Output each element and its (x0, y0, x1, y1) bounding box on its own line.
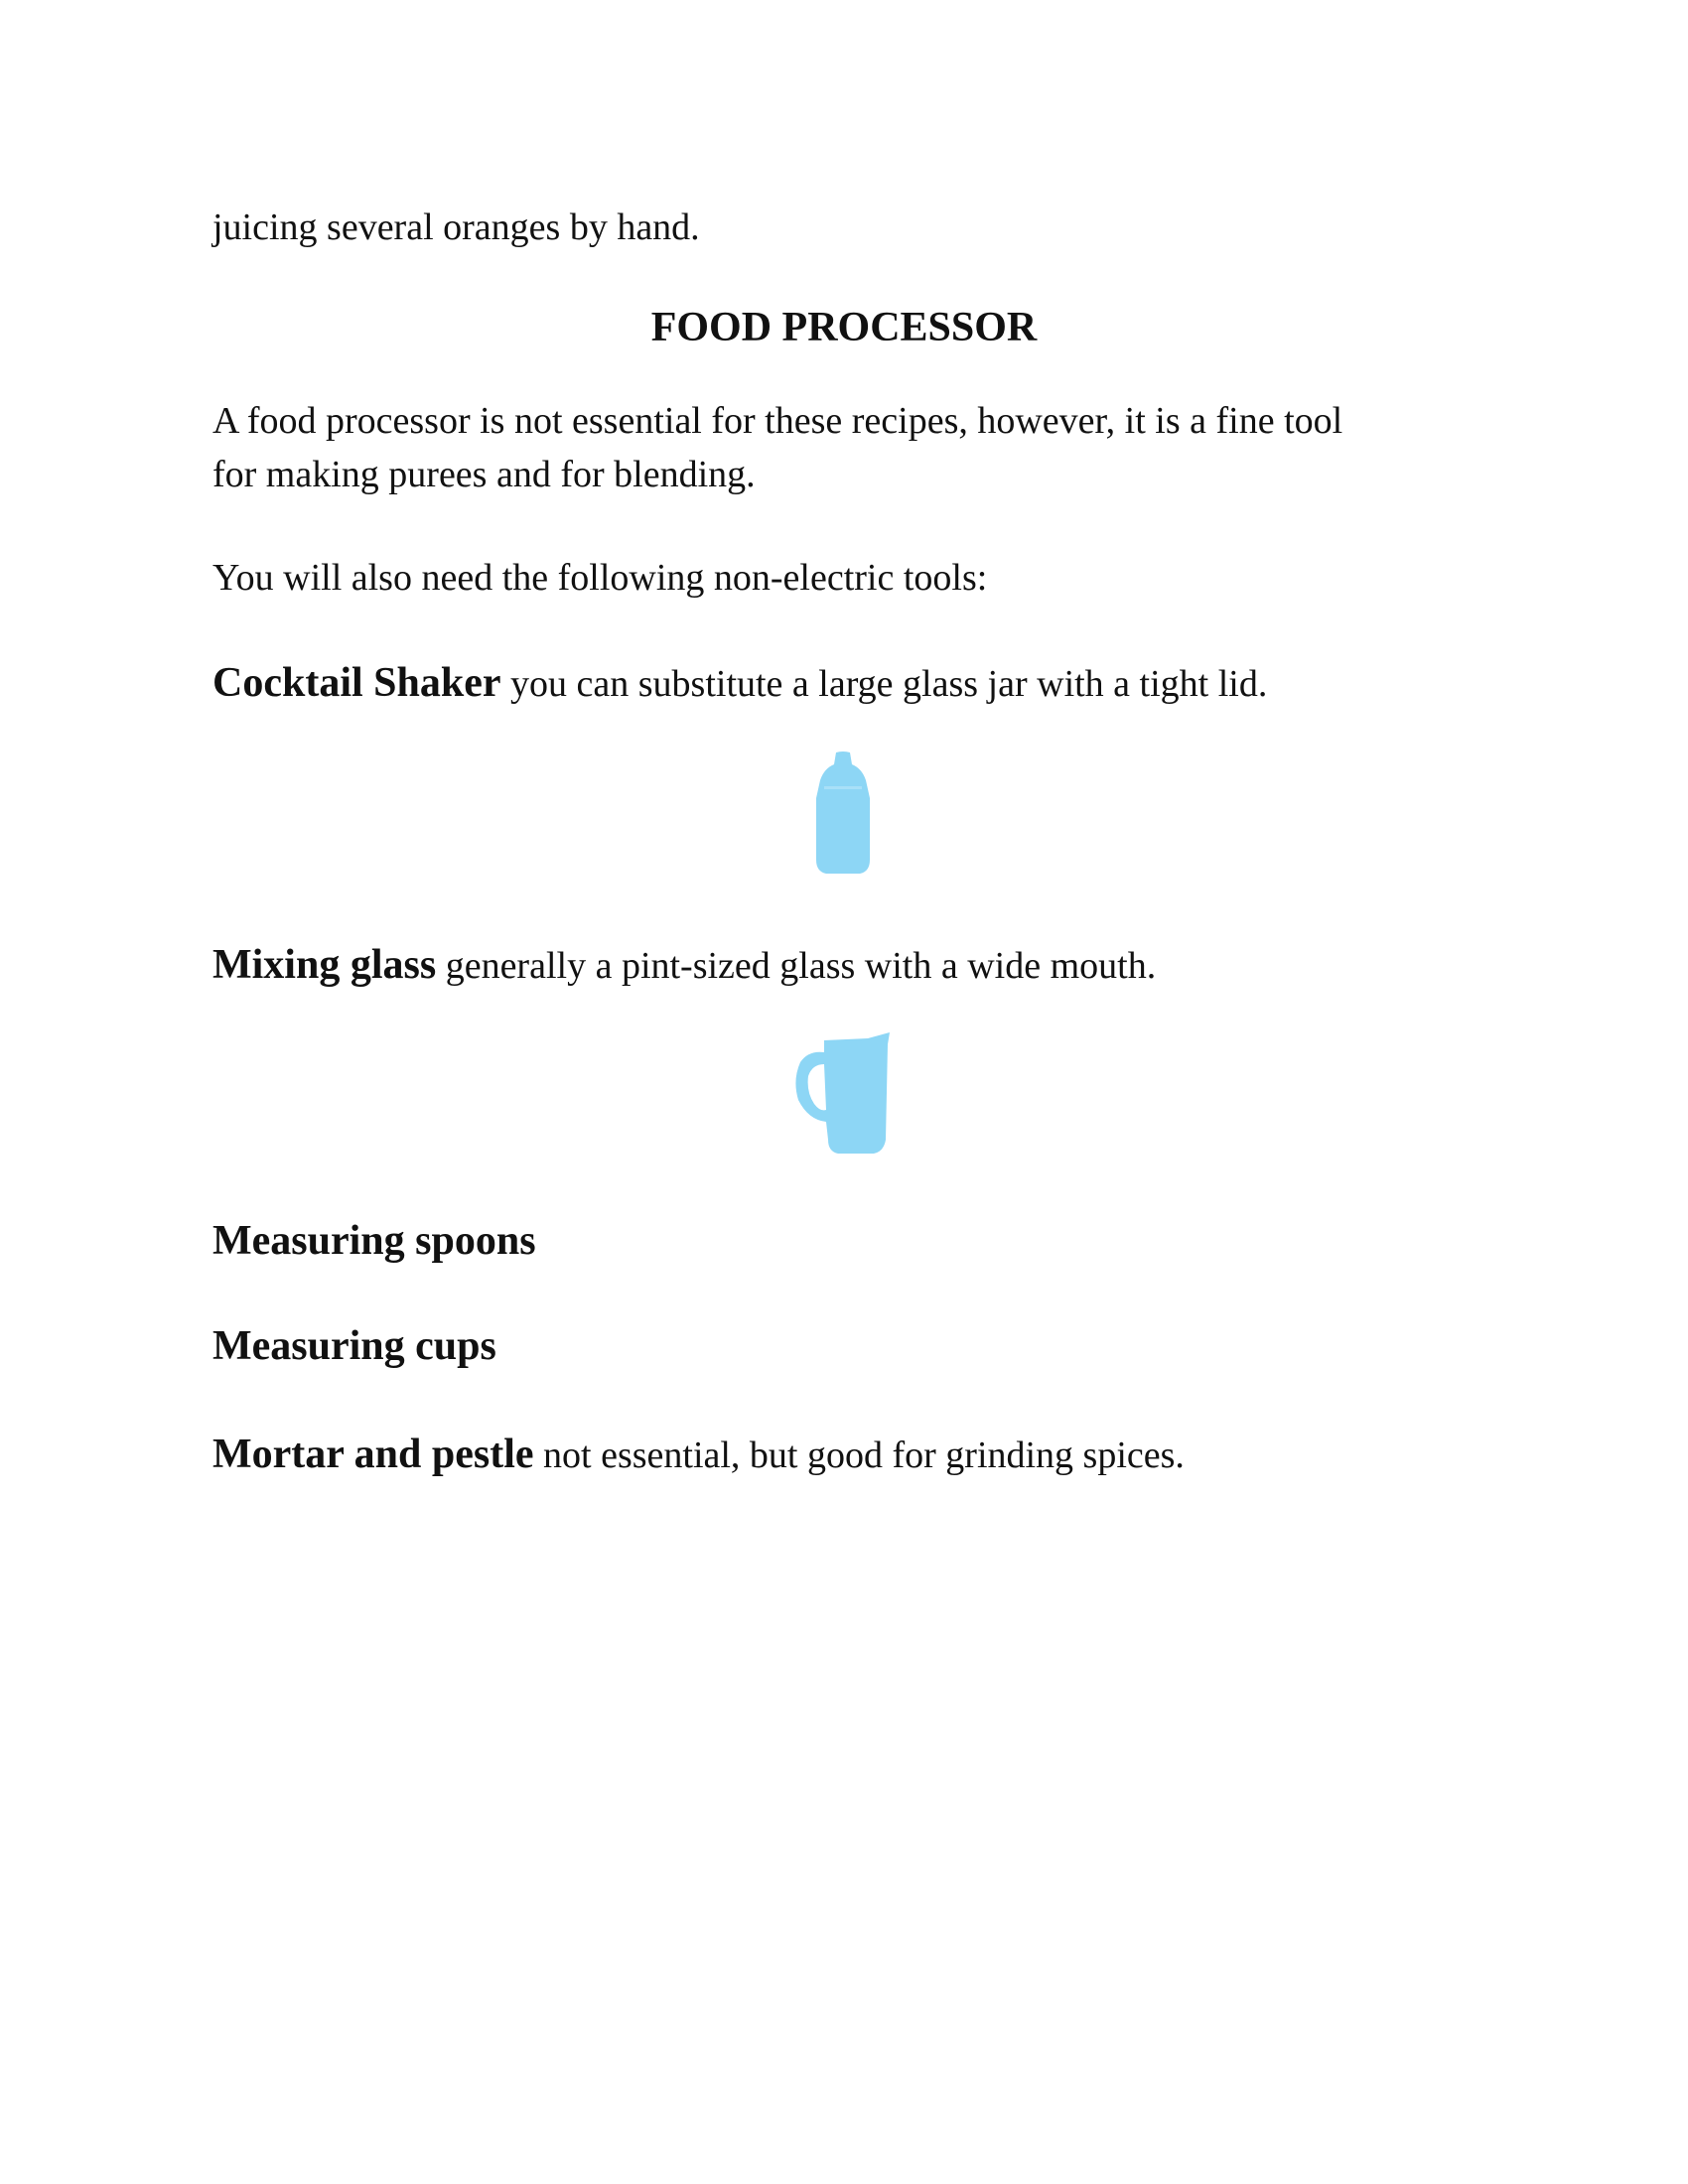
tool-desc: not essential, but good for grinding spices. (533, 1434, 1185, 1476)
intro-line: juicing several oranges by hand. (212, 206, 700, 248)
cocktail-shaker-icon (810, 751, 876, 876)
mixing-glass-pitcher-icon (790, 1030, 896, 1156)
food-processor-text-line1: A food processor is not essential for these recipes, however, it is a fine tool (212, 400, 1343, 442)
tool-term: Measuring spoons (212, 1218, 536, 1264)
section-heading: FOOD PROCESSOR (650, 305, 1038, 350)
tool-item-mixing-glass (212, 938, 1156, 993)
tool-item-measuring-spoons (212, 1214, 536, 1269)
tool-term: Cocktail Shaker (212, 660, 501, 706)
tool-item-mortar-and-pestle (212, 1428, 1185, 1482)
tool-desc: you can substitute a large glass jar with a tight lid. (500, 663, 1268, 705)
tool-item-cocktail-shaker (212, 656, 1267, 711)
tool-term: Mortar and pestle (212, 1432, 534, 1477)
tool-term: Measuring cups (212, 1323, 496, 1369)
food-processor-text-line2: for making purees and for blending. (212, 454, 756, 495)
tool-term: Mixing glass (212, 942, 437, 988)
tool-item-measuring-cups (212, 1319, 496, 1374)
tools-intro: You will also need the following non-electric tools: (212, 557, 988, 599)
tool-desc: generally a pint-sized glass with a wide mouth. (436, 945, 1157, 987)
